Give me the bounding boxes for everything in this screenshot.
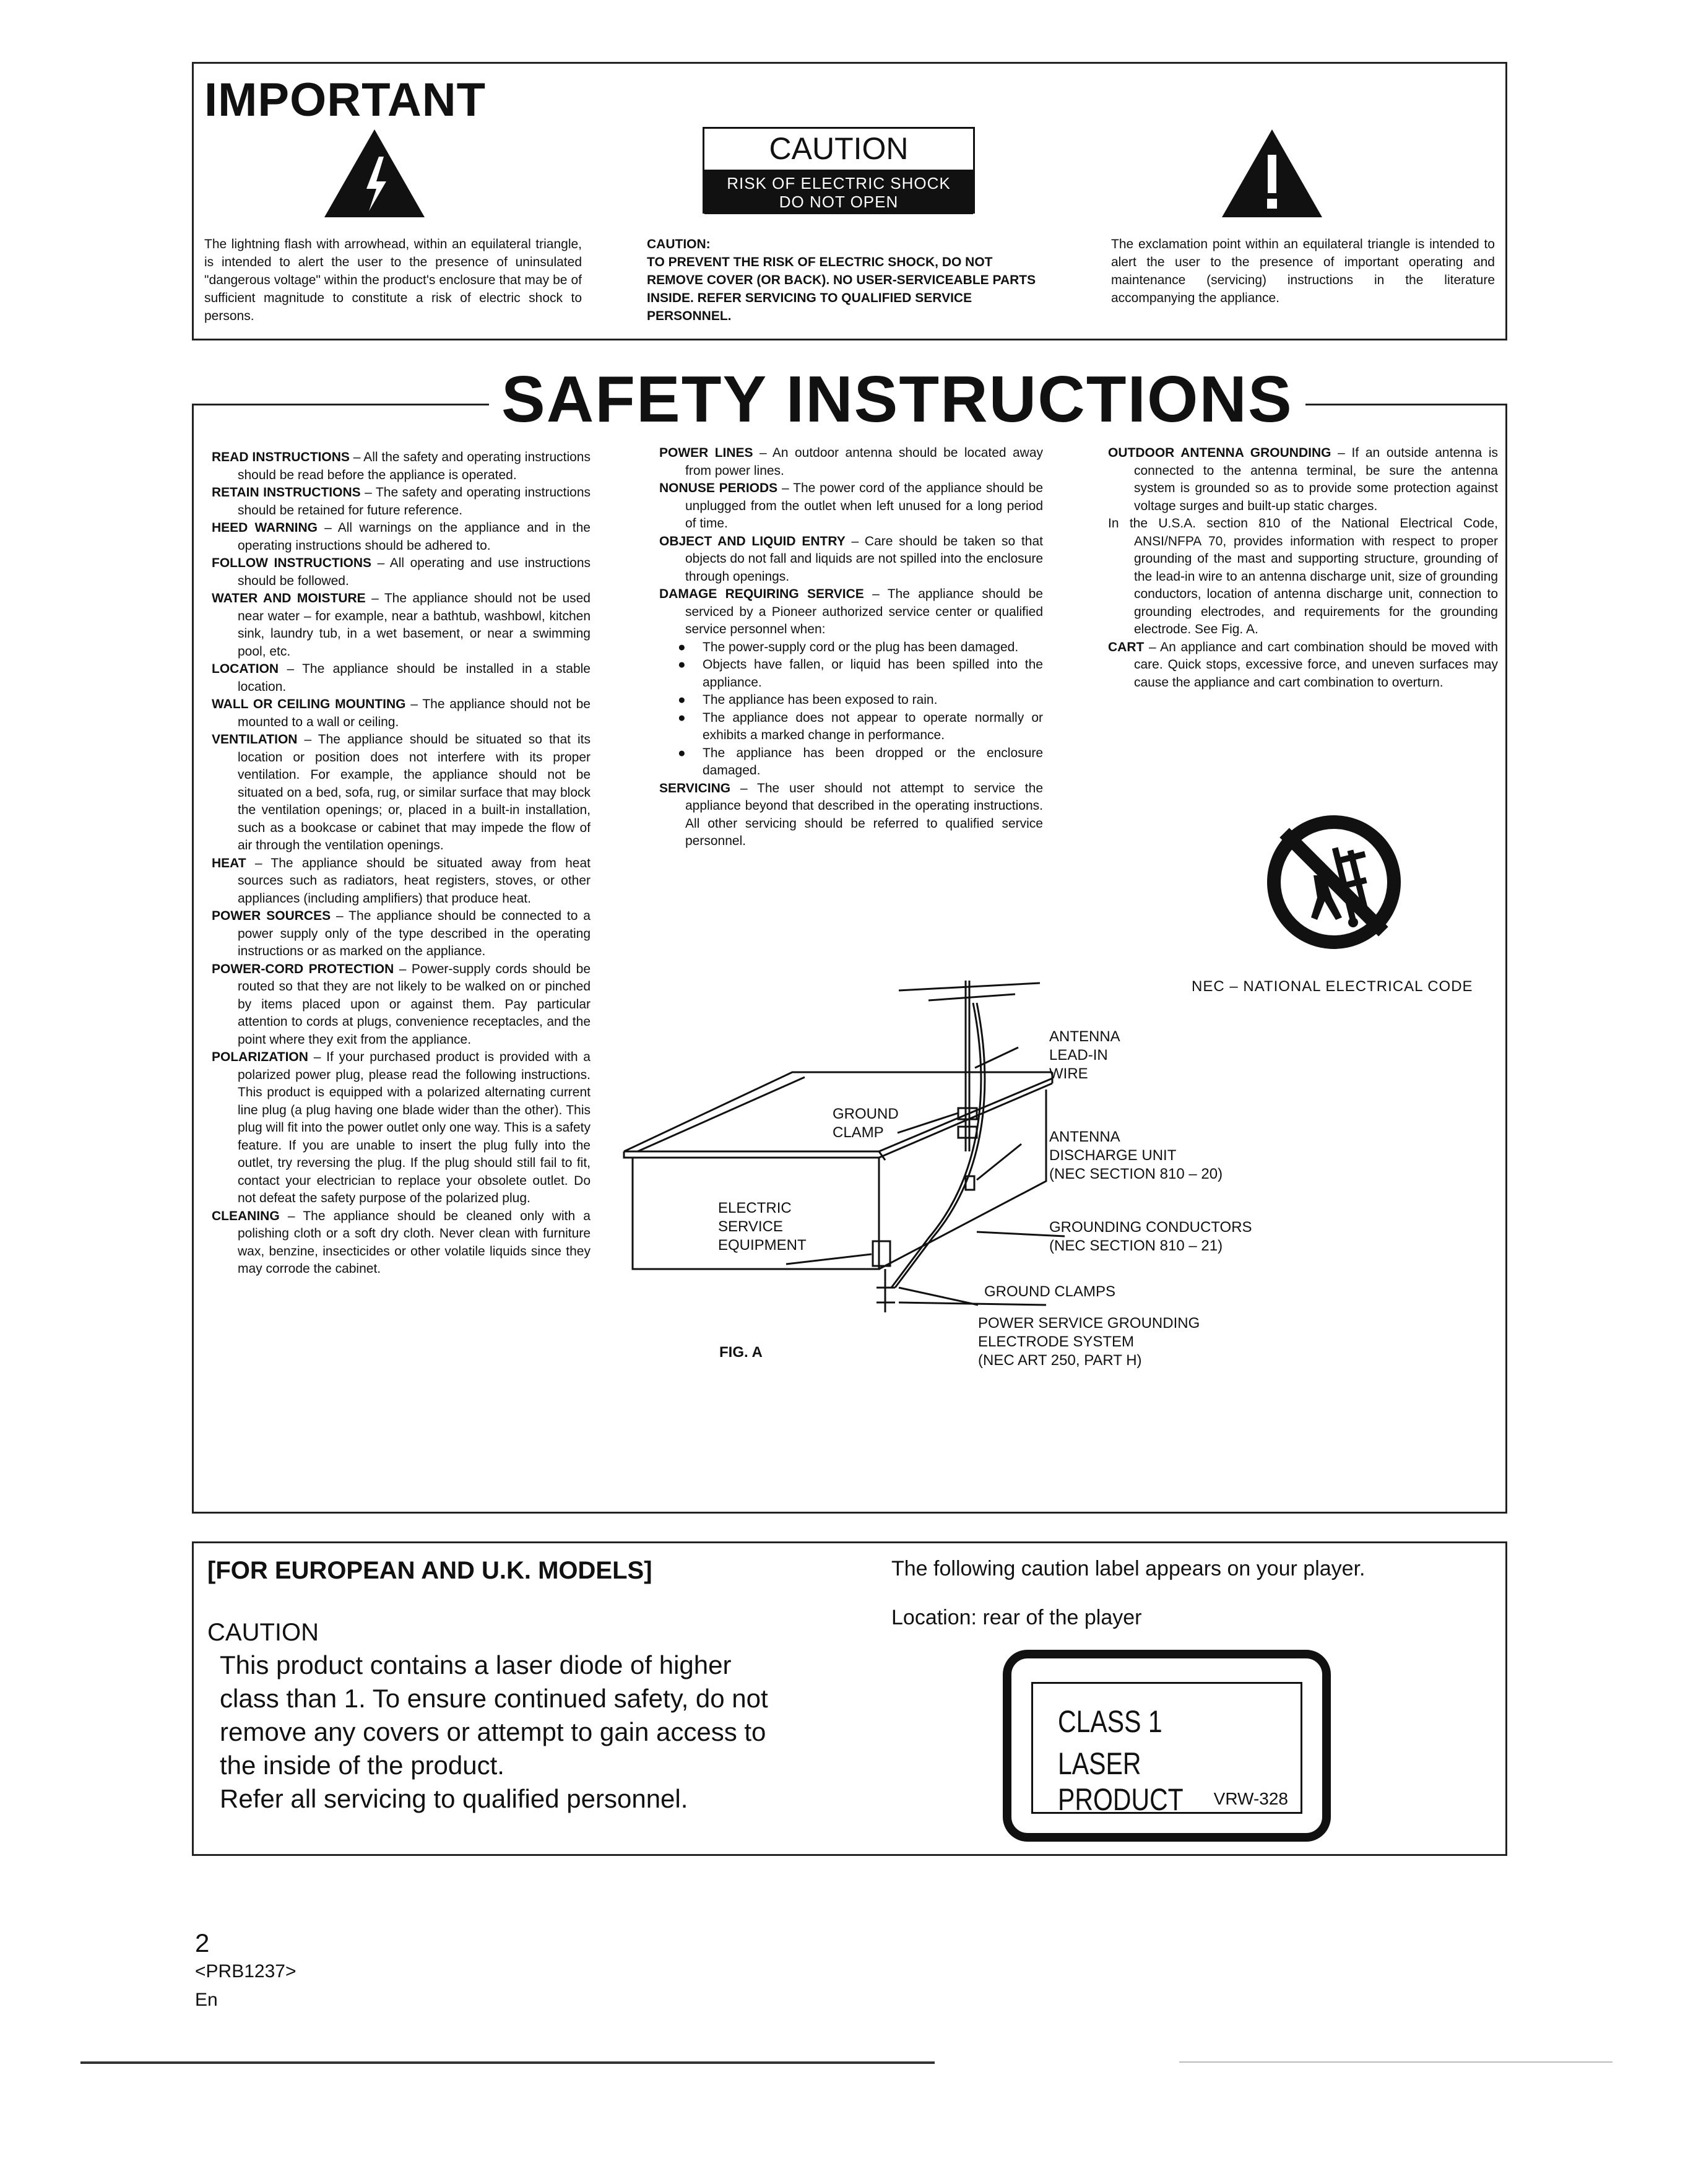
- item-object-liquid-entry: OBJECT AND LIQUID ENTRY – Care should be taken so that objects do not fall and liquids are not spilled into the enclosure through openings.: [659, 534, 1043, 584]
- label-location: Location: rear of the player: [891, 1606, 1142, 1629]
- label-discharge-unit: ANTENNA DISCHARGE UNIT (NEC SECTION 810 – 20): [1049, 1129, 1223, 1182]
- nec-note: NEC – NATIONAL ELECTRICAL CODE: [1192, 978, 1473, 995]
- exclamation-warning-icon: [1219, 127, 1325, 220]
- item-power-lines: POWER LINES – An outdoor antenna should be located away from power lines.: [659, 446, 1044, 478]
- item-ventilation: VENTILATION – The appliance should be situated so that its location or position does not interfere with its proper ventilation. For example, the appliance should not be situated on a bed, sofa, rug, or similar surface that may block the ventilation openings; or, placed in a built-in installation, such as a bookcase or cabinet that may impede the flow of air through the ventilation openings.: [212, 732, 591, 852]
- label-power-service-grounding: POWER SERVICE GROUNDING ELECTRODE SYSTEM (NEC ART 250, PART H): [978, 1315, 1200, 1369]
- label-ground-clamps: GROUND CLAMPS: [984, 1283, 1116, 1300]
- item-outdoor-antenna-grounding: OUTDOOR ANTENNA GROUNDING – If an outside antenna is connected to the antenna terminal, be sure the antenna system is grounded so as to provide some protection against voltage surges and built-up static charges.: [1108, 446, 1498, 513]
- europe-caution-text: This product contains a laser diode of higher class than 1. To ensure continued safety, do not remove any covers or attempt to gain access to the inside of the product. Refer all servicing to qualified personnel.: [220, 1650, 768, 1813]
- label-grounding-conductors: GROUNDING CONDUCTORS (NEC SECTION 810 – 21): [1049, 1219, 1252, 1254]
- safety-column-2: [659, 444, 1043, 851]
- document-code: <PRB1237>: [195, 1961, 296, 1982]
- item-wall-mounting: WALL OR CEILING MOUNTING – The appliance should not be mounted to a wall or ceiling.: [212, 697, 591, 729]
- item-nec-section: In the U.S.A. section 810 of the National Electrical Code, ANSI/NFPA 70, provides information with respect to proper grounding of the mast and supporting structure, grounding of the lead-in wire to an antenna discharge unit, size of grounding conductors, location of antenna discharge unit, connection to grounding electrodes, and requirements for the grounding electrode. See Fig. A.: [1108, 516, 1498, 636]
- footer-rule-right: [1179, 2061, 1612, 2063]
- item-polarization: POLARIZATION – If your purchased product is provided with a polarized power plug, please read the following instructions. This product is equipped with a polarized alternating current line plug (a plug having one blade wider than the other). This plug will fit into the power outlet only one way. This is a safety feature. If you are unable to insert the plug fully into the outlet, try reversing the plug. If the plug should still fail to fit, contact your electrician to replace your obsolete outlet. Do not defeat the safety purpose of the polarized plug.: [212, 1050, 591, 1205]
- figure-caption: FIG. A: [719, 1344, 763, 1361]
- label-electric-service: ELECTRIC SERVICE EQUIPMENT: [718, 1200, 807, 1254]
- item-heat: HEAT – The appliance should be situated away from heat sources such as radiators, heat registers, stoves, or other appliances (including amplifiers) that produce heat.: [212, 856, 591, 906]
- footer-rule-left: [80, 2061, 935, 2064]
- item-retain-instructions: RETAIN INSTRUCTIONS – The safety and operating instructions should be retained for future reference.: [212, 485, 591, 518]
- europe-title: [FOR EUROPEAN AND U.K. MODELS]: [207, 1557, 652, 1584]
- damage-bullet: ● Objects have fallen, or liquid has been spilled into the appliance.: [659, 656, 1043, 691]
- class1-laser-label-inner: [1031, 1682, 1302, 1817]
- item-power-cord-protection: POWER-CORD PROTECTION – Power-supply cords should be routed so that they are not likely to be walked on or pinched by items placed upon or against them. Pay particular attention to cords at plugs, convenience receptacles, and the point where they exit from the appliance.: [212, 961, 591, 1047]
- caution-label-title: CAUTION: [704, 129, 973, 171]
- label-note: The following caution label appears on your player.: [891, 1557, 1366, 1580]
- antenna-grounding-diagram: [619, 966, 1065, 1325]
- caution-text: CAUTION: TO PREVENT THE RISK OF ELECTRIC SHOCK, DO NOT REMOVE COVER (OR BACK). NO USER-SERVICEABLE PARTS INSIDE. REFER SERVICING TO QUALIFIED SERVICE PERSONNEL.: [647, 237, 1036, 323]
- safety-title: SAFETY INSTRUCTIONS: [489, 362, 1305, 437]
- item-cart: CART – An appliance and cart combination should be moved with care. Quick stops, excessive force, and uneven surfaces may cause the appliance and cart combination to overturn.: [1108, 639, 1498, 690]
- safety-column-3: [1108, 444, 1498, 691]
- damage-bullet: ● The appliance has been dropped or the enclosure damaged.: [659, 745, 1043, 780]
- item-damage-requiring-service: DAMAGE REQUIRING SERVICE – The appliance should be serviced by a Pioneer authorized service center or qualified service personnel when:: [659, 587, 1043, 636]
- damage-bullet: ● The power-supply cord or the plug has been damaged.: [659, 639, 1043, 657]
- lightning-explanation: The lightning flash with arrowhead, within an equilateral triangle, is intended to alert the user to the presence of uninsulated "dangerous voltage" within the product's enclosure that may be of sufficient magnitude to constitute a risk of electric shock to persons.: [204, 237, 582, 323]
- item-follow-instructions: FOLLOW INSTRUCTIONS – All operating and use instructions should be followed.: [212, 556, 591, 588]
- page-number: 2: [195, 1928, 210, 1957]
- class1-laser-label: [1003, 1650, 1331, 1842]
- important-title: IMPORTANT: [204, 74, 487, 126]
- item-cleaning: CLEANING – The appliance should be cleaned only with a polishing cloth or a soft dry cloth. Never clean with furniture wax, benzine, insecticides or other volatile liquids since they may corrode the cabinet.: [212, 1208, 591, 1276]
- label-line-laser-product: LASER PRODUCT: [1058, 1746, 1184, 1817]
- item-power-sources: POWER SOURCES – The appliance should be connected to a power supply only of the type described in the operating instructions or as marked on the appliance.: [212, 909, 591, 958]
- damage-bullet: ● The appliance does not appear to operate normally or exhibits a marked change in performance.: [659, 709, 1043, 745]
- label-line-class: CLASS 1: [1058, 1704, 1162, 1739]
- item-water-moisture: WATER AND MOISTURE – The appliance should not be used near water – for example, near a bathtub, washbowl, kitchen sink, laundry tub, in a wet basement, or near a swimming pool, etc.: [212, 591, 591, 659]
- item-read-instructions: READ INSTRUCTIONS – All the safety and operating instructions should be read before the appliance is operated.: [212, 450, 591, 482]
- label-code: VRW-328: [1213, 1789, 1288, 1808]
- label-ground-clamp: GROUND CLAMP: [833, 1106, 899, 1141]
- cart-tipover-warning-icon: [1263, 811, 1405, 953]
- item-servicing: SERVICING – The user should not attempt to service the appliance beyond that described in the operating instructions. All other servicing should be referred to qualified service personnel.: [659, 781, 1043, 848]
- lightning-warning-icon: [322, 127, 427, 220]
- exclamation-explanation: The exclamation point within an equilateral triangle is intended to alert the user to the presence of important operating and maintenance (servicing) instructions in the literature accompanying the appliance.: [1111, 237, 1495, 305]
- language-code: En: [195, 1990, 218, 2010]
- caution-label-subtitle: RISK OF ELECTRIC SHOCK DO NOT OPEN: [704, 171, 973, 214]
- item-nonuse-periods: NONUSE PERIODS – The power cord of the appliance should be unplugged from the outlet when left unused for a long period of time.: [659, 481, 1044, 531]
- item-heed-warning: HEED WARNING – All warnings on the appliance and in the operating instructions should be adhered to.: [212, 521, 591, 553]
- safety-column-1: [212, 449, 591, 1278]
- label-antenna-lead-in: ANTENNA LEAD-IN WIRE: [1049, 1028, 1120, 1082]
- europe-caution-heading: CAUTION: [207, 1619, 319, 1646]
- damage-bullet: ● The appliance has been exposed to rain.: [659, 691, 1043, 709]
- caution-label: [703, 127, 975, 214]
- item-location: LOCATION – The appliance should be installed in a stable location.: [212, 662, 591, 694]
